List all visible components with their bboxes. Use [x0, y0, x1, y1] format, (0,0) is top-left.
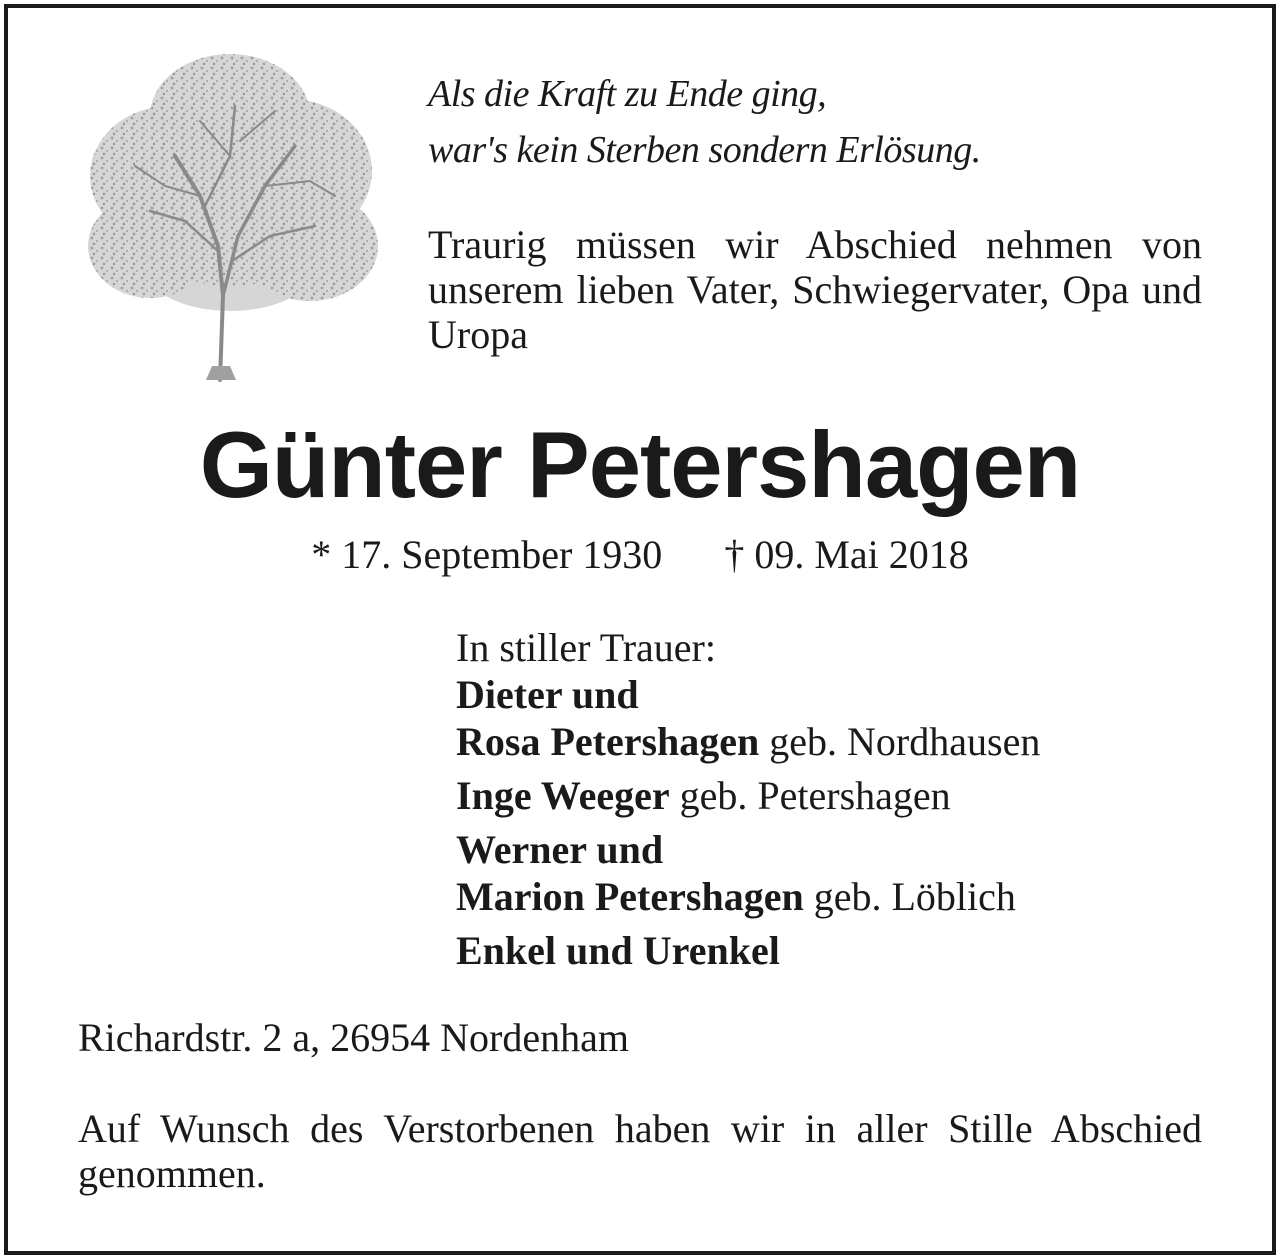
mourner-name: Werner und [456, 827, 664, 872]
mourner-entry [456, 671, 1236, 718]
address: Richardstr. 2 a, 26954 Nordenham [78, 1015, 629, 1060]
mourner-suffix: geb. Löblich [803, 874, 1016, 919]
birth-date: * 17. September 1930 [311, 532, 663, 577]
mourner-name: Inge Weeger [456, 773, 670, 818]
mourners-list [456, 624, 1236, 974]
quote-line-1: Als die Kraft zu Ende ging, [428, 73, 827, 115]
mourner-name: Rosa Petershagen [456, 719, 760, 764]
quote [428, 66, 1208, 178]
mourner-entry [456, 718, 1236, 765]
mourner-entry [456, 772, 1236, 819]
mourner-entry [456, 873, 1236, 920]
tree-icon [80, 46, 380, 384]
mourner-entry [456, 826, 1236, 873]
closing-note: Auf Wunsch des Verstorbenen haben wir in aller Stille Abschied genommen. [78, 1106, 1202, 1196]
mourner-suffix: geb. Nordhausen [759, 719, 1041, 764]
death-date: † 09. Mai 2018 [724, 532, 969, 577]
life-dates [0, 530, 1280, 580]
deceased-name: Günter Petershagen [199, 412, 1081, 517]
mourners-heading: In stiller Trauer: [456, 625, 716, 670]
quote-line-2: war's kein Sterben sondern Erlösung. [428, 129, 981, 171]
mourner-entry [456, 927, 1236, 974]
mourner-name: Dieter und [456, 672, 639, 717]
mourner-suffix: geb. Petershagen [669, 773, 951, 818]
mourner-name: Enkel und Urenkel [456, 928, 780, 973]
mourner-name: Marion Petershagen [456, 874, 804, 919]
intro-text: Traurig müssen wir Abschied nehmen von unserem lieben Vater, Schwiegervater, Opa und Uropa [428, 222, 1202, 357]
